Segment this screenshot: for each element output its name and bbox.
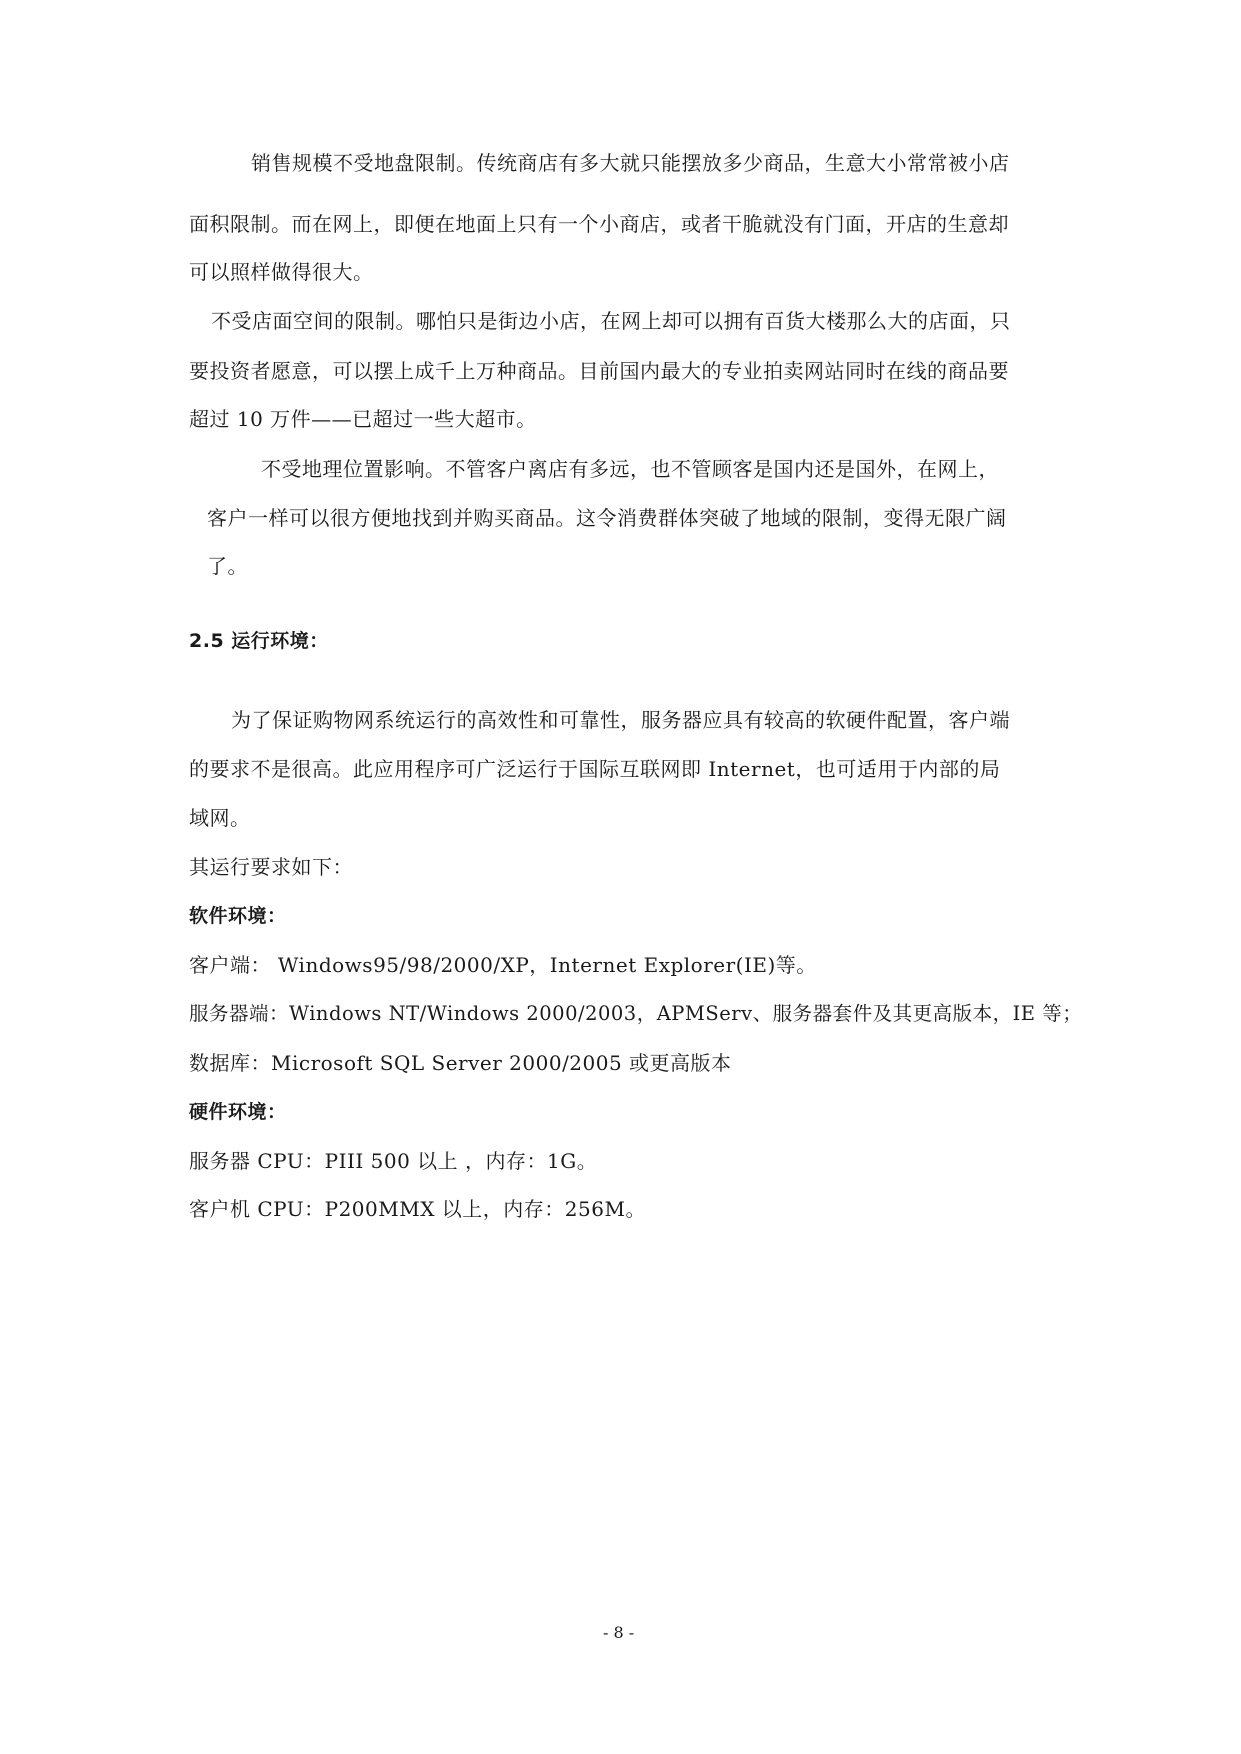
paragraph-1-line-2: 面积限制。而在网上，即便在地面上只有一个小商店，或者干脆就没有门面，开店的生意却 [189,212,1009,236]
paragraph-4-line-2: 的要求不是很高。此应用程序可广泛运行于国际互联网即 Internet，也可适用于内部的局 [189,757,1001,781]
hardware-server: 服务器 CPU：PIII 500 以上 ，内存：1G。 [189,1149,598,1173]
paragraph-3-line-3: 了。 [207,554,248,578]
page-number: - 8 - [603,1623,635,1642]
paragraph-1-line-1: 销售规模不受地盘限制。传统商店有多大就只能摆放多少商品，生意大小常常被小店 [251,151,1010,175]
paragraph-2-line-3: 超过 10 万件——已超过一些大超市。 [189,407,537,431]
paragraph-3-line-1: 不受地理位置影响。不管客户离店有多远，也不管顾客是国内还是国外，在网上， [261,457,999,481]
paragraph-4-line-1: 为了保证购物网系统运行的高效性和可靠性，服务器应具有较高的软硬件配置，客户端 [231,708,1010,732]
paragraph-3-line-2: 客户一样可以很方便地找到并购买商品。这令消费群体突破了地域的限制，变得无限广阔 [207,506,1007,530]
paragraph-1-line-3: 可以照样做得很大。 [189,260,374,284]
software-server: 服务器端：Windows NT/Windows 2000/2003，APMServ、服务器套件及其更高版本，IE 等； [189,1002,1083,1025]
paragraph-2-line-1: 不受店面空间的限制。哪怕只是街边小店，在网上却可以拥有百货大楼那么大的店面，只 [211,309,1011,333]
paragraph-4-line-3: 域网。 [189,806,251,830]
hardware-environment-label: 硬件环境： [189,1101,287,1123]
paragraph-2-line-2: 要投资者愿意，可以摆上成千上万种商品。目前国内最大的专业拍卖网站同时在线的商品要 [189,359,1009,383]
software-database: 数据库：Microsoft SQL Server 2000/2005 或更高版本 [189,1051,732,1075]
section-heading: 2.5 运行环境： [189,630,329,652]
requirements-intro: 其运行要求如下： [189,855,353,879]
software-client: 客户端： Windows95/98/2000/XP，Internet Explorer(IE)等。 [189,953,817,977]
hardware-client: 客户机 CPU：P200MMX 以上，内存：256M。 [189,1197,646,1221]
software-environment-label: 软件环境： [189,905,287,927]
